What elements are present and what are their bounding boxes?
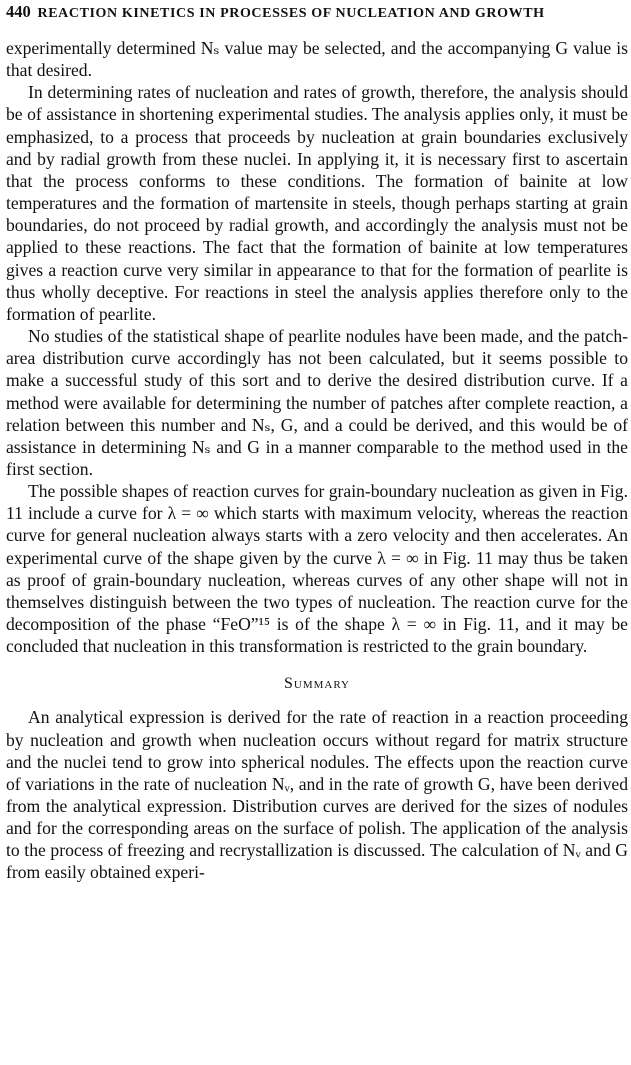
summary-heading: Summary — [283, 675, 351, 693]
summary-paragraph: An analytical expression is derived for the rate of reaction in a reaction proceeding by nucleation and growth when nucleation occurs without regard for matrix structure and the nuclei tend to grow into spherical nodules. The effects upon the reaction curve of variations in the rate of nucleation Nᵥ, and in the rate of growth G, have been derived from the analytical expression. Distribution curves are derived for the sizes of nodules and for the corresponding areas on the surface of polish. The application of the analysis to the process of freezing and recrystallization is discussed. The calculation of Nᵥ and G from easily obtained experi- — [6, 707, 628, 883]
paragraph-reaction-curves: The possible shapes of reaction curves for grain-boundary nucleation as given in Fig. 11 include a curve for λ = ∞ which starts with maximum velocity, whereas the reaction curve for general nucleation always starts with a zero velocity and then accelerates. An experimental curve of the shape given by the curve λ = ∞ in Fig. 11 may thus be taken as proof of grain-boundary nucleation, whereas curves of any other shape will not in themselves distinguish between the two types of nucleation. The reaction curve for the decomposition of the phase “FeO”¹⁵ is of the shape λ = ∞ in Fig. 11, and it may be concluded that nucleation in this transformation is restricted to the grain boundary. — [6, 481, 628, 657]
paragraph-continuation: experimentally determined Nₛ value may be selected, and the accompanying G value is that desired. — [6, 38, 628, 81]
running-title: REACTION KINETICS IN PROCESSES OF NUCLEATION AND GROWTH — [37, 6, 545, 21]
page-number: 440 — [6, 2, 31, 21]
running-head — [6, 2, 545, 24]
paragraph-rates-of-nucleation: In determining rates of nucleation and rates of growth, therefore, the analysis should be of assistance in shortening experimental studies. The analysis applies only, it must be emphasized, to a process that proceeds by nucleation at grain boundaries exclusively and by radial growth from these nuclei. In applying it, it is necessary first to ascertain that the process conforms to these conditions. The formation of bainite at low temperatures and the formation of martensite in steels, though perhaps starting at grain boundaries, do not proceed by radial growth, and accordingly the analysis must not be applied to these reactions. The fact that the formation of bainite at low temperatures gives a reaction curve very similar in appearance to that for the formation of pearlite is thus wholly deceptive. For reactions in steel the analysis applies therefore only to the formation of pearlite. — [6, 82, 628, 324]
body-text — [6, 37, 628, 884]
paragraph-pearlite-nodules: No studies of the statistical shape of pearlite nodules have been made, and the patch-area distribution curve accordingly has not been calculated, but it seems possible to make a successful study of this sort and to derive the desired distribution curve. If a method were available for determining the number of patches after complete reaction, a relation between this number and Nₛ, G, and a could be derived, and this would be of assistance in determining Nₛ and G in a manner comparable to the method used in the first section. — [6, 326, 628, 479]
